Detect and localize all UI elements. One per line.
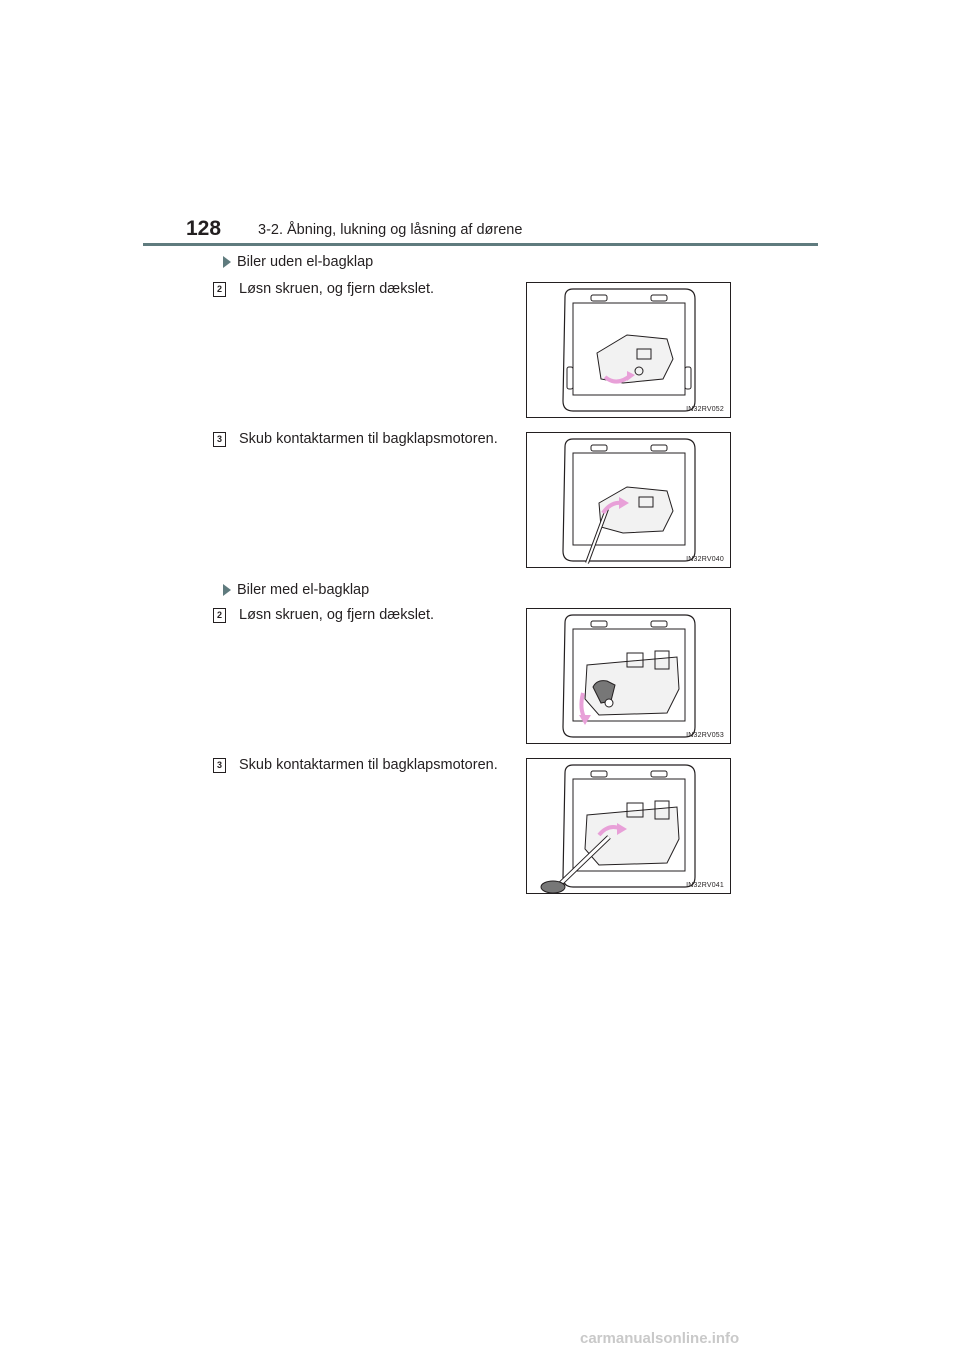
page-number: 128: [186, 217, 222, 240]
figure-id: IN32RV040: [686, 556, 724, 563]
header-divider: [143, 243, 818, 246]
group-label: Biler uden el-bagklap: [237, 254, 374, 270]
step-number: 2: [213, 608, 226, 623]
page-header: [186, 213, 818, 245]
bullet-triangle-icon: [223, 584, 231, 596]
illustration-push-lever: [526, 432, 731, 568]
illustration-remove-cover-power: [526, 608, 731, 744]
group-heading-with-power-tailgate: [223, 582, 369, 598]
illustration-remove-cover: [526, 282, 731, 418]
power-tailgate-cover-illustration: [527, 609, 732, 745]
figure-id: IN32RV053: [686, 732, 724, 739]
section-title: 3-2. Åbning, lukning og låsning af dørene: [258, 222, 523, 238]
figure-id: IN32RV052: [686, 406, 724, 413]
illustration-push-lever-power: [526, 758, 731, 894]
group-heading-without-power-tailgate: [223, 254, 373, 270]
step-text: Skub kontaktarmen til bagklapsmotoren.: [239, 757, 498, 773]
step-text: Løsn skruen, og fjern dækslet.: [239, 607, 435, 623]
watermark: carmanualsonline.info: [580, 1330, 740, 1347]
step-number: 2: [213, 282, 226, 297]
group-label: Biler med el-bagklap: [237, 582, 370, 598]
tailgate-cover-illustration: [527, 283, 732, 419]
tailgate-lever-illustration: [527, 433, 732, 569]
step-number: 3: [213, 758, 226, 773]
step-number: 3: [213, 432, 226, 447]
figure-id: IN32RV041: [686, 882, 724, 889]
step-text: Skub kontaktarmen til bagklapsmotoren.: [239, 431, 498, 447]
bullet-triangle-icon: [223, 256, 231, 268]
power-tailgate-lever-illustration: [527, 759, 732, 895]
step-text: Løsn skruen, og fjern dækslet.: [239, 281, 435, 297]
